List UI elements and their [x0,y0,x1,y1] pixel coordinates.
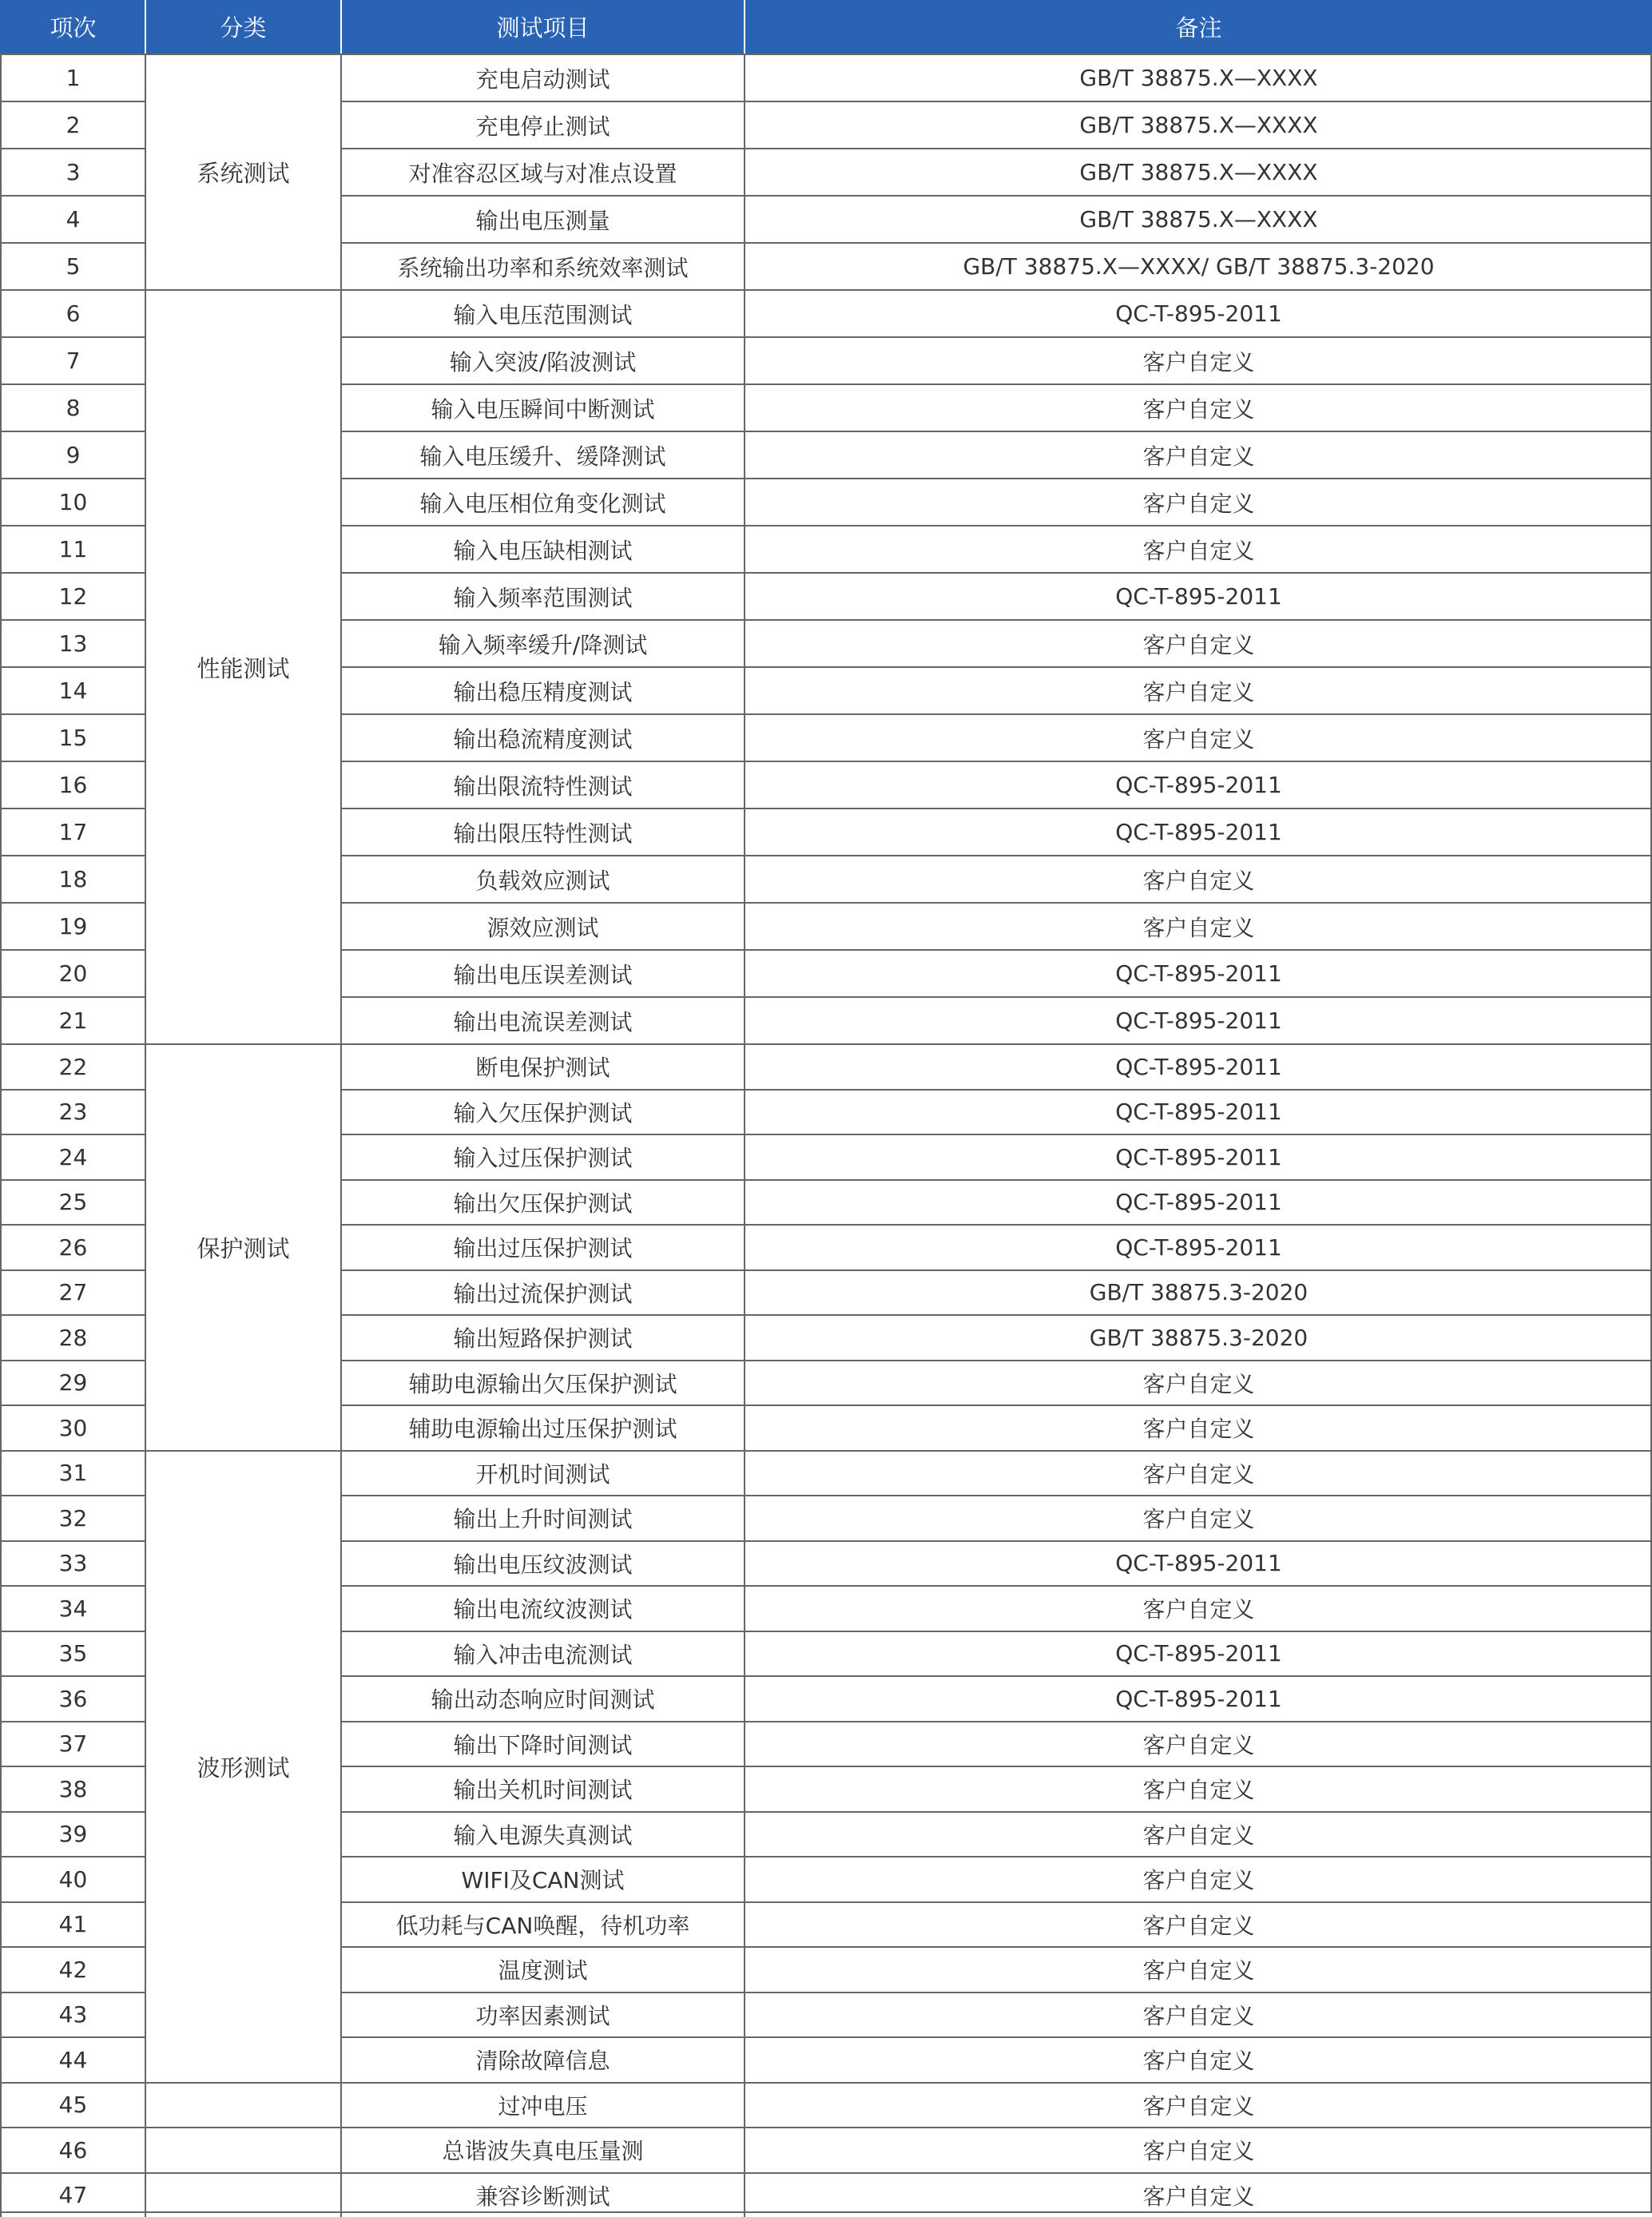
cell-test-item: 输入欠压保护测试 [340,1089,744,1134]
cell-note: QC-T-895-2011 [744,808,1652,855]
cell-item-no: 32 [0,1495,145,1540]
cell-test-item: 输出稳流精度测试 [340,713,744,761]
cell-note: 客户自定义 [744,1766,1652,1811]
cell-item-no: 21 [0,996,145,1043]
cell-item-no: 27 [0,1269,145,1315]
cell-note: 客户自定义 [744,1495,1652,1540]
cell-item-no: 8 [0,383,145,431]
cell-test-item: 过冲电压 [340,2082,744,2128]
cell-note: 客户自定义 [744,855,1652,902]
cell-test-item: 输入电压瞬间中断测试 [340,383,744,431]
cell-note: 客户自定义 [744,902,1652,949]
cell-test-item: 辅助电源输出欠压保护测试 [340,1360,744,1405]
cell-item-no: 35 [0,1631,145,1676]
cell-test-item: 输入冲击电流测试 [340,1631,744,1676]
cell-item-no: 3 [0,148,145,195]
cell-note: 客户自定义 [744,1856,1652,1901]
cell-item-no: 46 [0,2127,145,2172]
cell-category [145,2082,340,2128]
cell-test-item: 输入电压缺相测试 [340,525,744,572]
cell-note: QC-T-895-2011 [744,1675,1652,1721]
cell-item-no: 42 [0,1946,145,1992]
cell-note: GB/T 38875.X—XXXX/ GB/T 38875.3-2020 [744,242,1652,289]
cell-test-item: 源效应测试 [340,902,744,949]
cell-item-no: 11 [0,525,145,572]
cell-test-item: 辅助电源输出过压保护测试 [340,1404,744,1450]
cell-item-no: 5 [0,242,145,289]
cell-item-no: 23 [0,1089,145,1134]
cell-test-item: 输出电流误差测试 [340,996,744,1043]
cell-item-no: 31 [0,1450,145,1496]
cell-item-no: 39 [0,1811,145,1857]
cell-item-no: 41 [0,1901,145,1947]
cell-item-no: 28 [0,1314,145,1360]
cell-note: GB/T 38875.3-2020 [744,1314,1652,1360]
cell-item-no: 25 [0,1179,145,1225]
cell-item-no: 38 [0,1766,145,1811]
cell-category: 保护测试 [145,1043,340,1450]
cell-note: 客户自定义 [744,1585,1652,1631]
cell-item-no: 12 [0,572,145,619]
cell-test-item: 输出电流纹波测试 [340,1585,744,1631]
cell-note: 客户自定义 [744,2172,1652,2217]
cell-item-no: 13 [0,619,145,666]
cell-test-item: 输出短路保护测试 [340,1314,744,1360]
cell-note: GB/T 38875.X—XXXX [744,54,1652,101]
cell-item-no: 47 [0,2172,145,2217]
cell-test-item: 输入电源失真测试 [340,1811,744,1857]
cell-item-no: 33 [0,1540,145,1586]
cell-note: 客户自定义 [744,1721,1652,1766]
cell-category: 性能测试 [145,289,340,1043]
cell-category [145,2127,340,2172]
cell-test-item: 输出限压特性测试 [340,808,744,855]
cell-item-no: 26 [0,1224,145,1269]
header-item-no: 项次 [0,0,145,54]
cell-note: QC-T-895-2011 [744,1043,1652,1089]
cell-note: QC-T-895-2011 [744,996,1652,1043]
cell-note: 客户自定义 [744,1360,1652,1405]
cell-note: 客户自定义 [744,336,1652,383]
cell-test-item: 充电停止测试 [340,101,744,148]
cell-item-no: 4 [0,195,145,242]
cell-test-item: 输出下降时间测试 [340,1721,744,1766]
cell-item-no: 44 [0,2036,145,2082]
cell-test-item: 输出动态响应时间测试 [340,1675,744,1721]
cell-test-item: 兼容诊断测试 [340,2172,744,2217]
cell-note: QC-T-895-2011 [744,1631,1652,1676]
cell-note: GB/T 38875.X—XXXX [744,101,1652,148]
cell-item-no: 17 [0,808,145,855]
cell-note: 客户自定义 [744,666,1652,713]
cell-test-item: 低功耗与CAN唤醒，待机功率 [340,1901,744,1947]
cell-note: 客户自定义 [744,1404,1652,1450]
cell-note: 客户自定义 [744,1450,1652,1496]
cell-test-item: 断电保护测试 [340,1043,744,1089]
cell-item-no: 36 [0,1675,145,1721]
cell-note: GB/T 38875.3-2020 [744,1269,1652,1315]
cell-test-item: 输出电压测量 [340,195,744,242]
cell-note: QC-T-895-2011 [744,949,1652,996]
cell-note: 客户自定义 [744,525,1652,572]
cell-item-no: 29 [0,1360,145,1405]
cell-note: 客户自定义 [744,478,1652,525]
cell-note: 客户自定义 [744,2082,1652,2128]
cell-note: QC-T-895-2011 [744,1134,1652,1179]
cell-test-item: 温度测试 [340,1946,744,1992]
cell-note: QC-T-895-2011 [744,1179,1652,1225]
cell-item-no: 24 [0,1134,145,1179]
cell-category: 波形测试 [145,1450,340,2082]
cell-item-no: 10 [0,478,145,525]
cell-note: 客户自定义 [744,2127,1652,2172]
cell-test-item: 总谐波失真电压量测 [340,2127,744,2172]
cell-test-item: WIFI及CAN测试 [340,1856,744,1901]
cell-test-item: 清除故障信息 [340,2036,744,2082]
cell-note: QC-T-895-2011 [744,572,1652,619]
cell-item-no: 45 [0,2082,145,2128]
cell-note: 客户自定义 [744,1901,1652,1947]
cell-item-no: 9 [0,431,145,478]
cell-note: QC-T-895-2011 [744,1540,1652,1586]
cell-category: 系统测试 [145,54,340,289]
cell-test-item: 输出上升时间测试 [340,1495,744,1540]
cell-item-no: 19 [0,902,145,949]
cell-note: 客户自定义 [744,431,1652,478]
cell-test-item: 输出稳压精度测试 [340,666,744,713]
cell-item-no: 7 [0,336,145,383]
cell-note: 客户自定义 [744,619,1652,666]
cell-note: QC-T-895-2011 [744,289,1652,336]
cell-category [145,2172,340,2217]
cell-item-no: 15 [0,713,145,761]
cell-note: 客户自定义 [744,713,1652,761]
cell-item-no: 37 [0,1721,145,1766]
cell-item-no: 20 [0,949,145,996]
cell-note: QC-T-895-2011 [744,1089,1652,1134]
cell-test-item: 输出电压误差测试 [340,949,744,996]
header-note: 备注 [744,0,1652,54]
cell-test-item: 输出过压保护测试 [340,1224,744,1269]
cell-test-item: 充电启动测试 [340,54,744,101]
cell-test-item: 输出过流保护测试 [340,1269,744,1315]
cell-item-no: 30 [0,1404,145,1450]
cell-note: QC-T-895-2011 [744,761,1652,808]
cell-note: GB/T 38875.X—XXXX [744,195,1652,242]
cell-test-item: 输入电压相位角变化测试 [340,478,744,525]
cell-item-no: 34 [0,1585,145,1631]
cell-item-no: 18 [0,855,145,902]
cell-item-no: 6 [0,289,145,336]
cell-test-item: 输出电压纹波测试 [340,1540,744,1586]
cell-test-item: 输出限流特性测试 [340,761,744,808]
cell-test-item: 输入电压范围测试 [340,289,744,336]
header-category: 分类 [145,0,340,54]
cell-test-item: 开机时间测试 [340,1450,744,1496]
cell-test-item: 对准容忍区域与对准点设置 [340,148,744,195]
cell-note: GB/T 38875.X—XXXX [744,148,1652,195]
cell-item-no: 40 [0,1856,145,1901]
cell-item-no: 16 [0,761,145,808]
cell-item-no: 2 [0,101,145,148]
cell-item-no: 22 [0,1043,145,1089]
cell-item-no: 1 [0,54,145,101]
cell-test-item: 系统输出功率和系统效率测试 [340,242,744,289]
cell-test-item: 输入过压保护测试 [340,1134,744,1179]
cell-test-item: 输入频率范围测试 [340,572,744,619]
cell-note: 客户自定义 [744,383,1652,431]
cell-test-item: 输出欠压保护测试 [340,1179,744,1225]
cell-note: QC-T-895-2011 [744,1224,1652,1269]
cell-test-item: 输出关机时间测试 [340,1766,744,1811]
cell-note: 客户自定义 [744,1946,1652,1992]
cell-test-item: 输入电压缓升、缓降测试 [340,431,744,478]
cell-test-item: 功率因素测试 [340,1992,744,2037]
cell-note: 客户自定义 [744,1992,1652,2037]
cell-test-item: 负载效应测试 [340,855,744,902]
cell-item-no: 14 [0,666,145,713]
cell-note: 客户自定义 [744,2036,1652,2082]
cell-note: 客户自定义 [744,1811,1652,1857]
cell-test-item: 输入突波/陷波测试 [340,336,744,383]
header-test-item: 测试项目 [340,0,744,54]
cell-item-no: 43 [0,1992,145,2037]
cell-test-item: 输入频率缓升/降测试 [340,619,744,666]
